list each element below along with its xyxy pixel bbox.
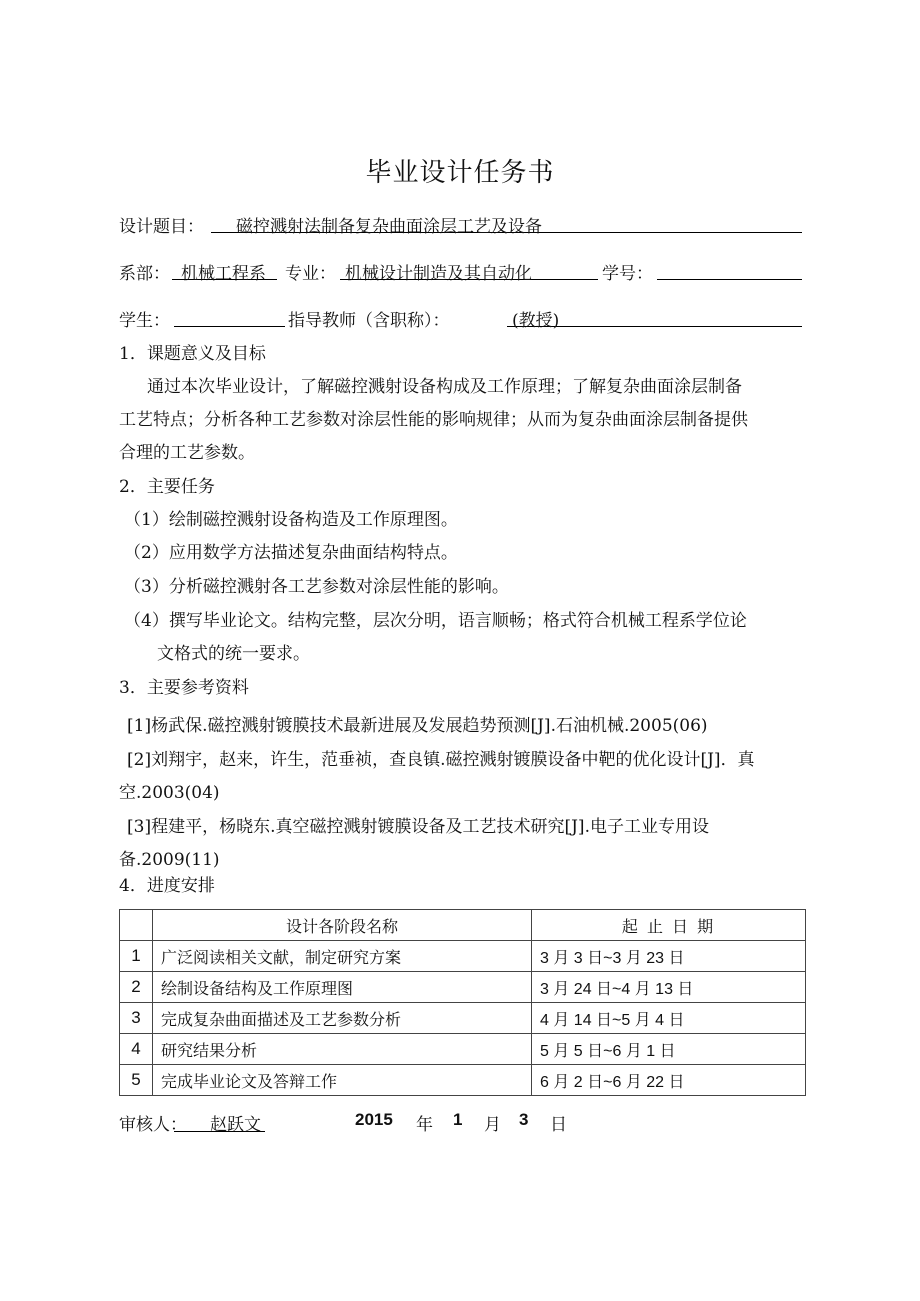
table-header-cell [120,910,153,941]
table-header-cell: 设计各阶段名称 [153,910,532,941]
task-item-4-cont: 文格式的统一要求。 [157,644,310,664]
table-row [120,1003,806,1034]
table-cell: 绘制设备结构及工作原理图 [153,972,532,1003]
table-cell: 5 月 5 日~6 月 1 日 [532,1034,806,1065]
table-cell: 3 月 3 日~3 月 23 日 [532,941,806,972]
major-label: 专业： [285,264,336,284]
sign-year: 2015 [355,1110,393,1129]
major-value: 机械设计制造及其自动化 [345,264,532,284]
table-cell: 1 [120,941,153,972]
table-cell: 4 月 14 日~5 月 4 日 [532,1003,806,1034]
table-cell: 广泛阅读相关文献，制定研究方案 [153,941,532,972]
table-cell: 5 [120,1065,153,1096]
reference-2-cont: 空.2003(04) [119,783,220,803]
table-row [120,972,806,1003]
sign-day-unit: 日 [550,1115,567,1135]
table-row [120,1034,806,1065]
section3-heading: 3．主要参考资料 [119,678,249,698]
reference-3-cont: 备.2009(11) [119,850,220,870]
advisor-value: (教授) [512,311,560,331]
table-row [120,941,806,972]
table-header-row [120,910,806,941]
section1-line-2: 工艺特点；分析各种工艺参数对涂层性能的影响规律；从而为复杂曲面涂层制备提供 [119,410,748,430]
table-cell: 2 [120,972,153,1003]
sign-day: 3 [519,1110,529,1129]
student-label: 学生： [119,311,170,331]
reviewer-name: 赵跃文 [210,1115,261,1135]
reference-2: [2]刘翔宇，赵来，许生，范垂祯，查良镇.磁控溅射镀膜设备中靶的优化设计[J]．真 [127,750,755,770]
reviewer-label: 审核人： [119,1115,187,1135]
task-item-2: （2）应用数学方法描述复杂曲面结构特点。 [124,543,458,563]
task-item-4: （4）撰写毕业论文。结构完整，层次分明，语言顺畅；格式符合机械工程系学位论 [124,611,747,631]
section1-line-1: 通过本次毕业设计，了解磁控溅射设备构成及工作原理；了解复杂曲面涂层制备 [147,377,742,397]
sign-month-unit: 月 [484,1115,501,1135]
section4-heading: 4．进度安排 [119,876,215,896]
sign-month: 1 [453,1110,463,1129]
student-id-label: 学号： [602,264,653,284]
table-row [120,1065,806,1096]
table-cell: 3 月 24 日~4 月 13 日 [532,972,806,1003]
reference-1: [1]杨武保.磁控溅射镀膜技术最新进展及发展趋势预测[J].石油机械.2005(06) [127,716,708,736]
dept-label: 系部： [119,264,170,284]
sign-year-unit: 年 [416,1115,433,1135]
table-header-cell: 起 止 日 期 [532,910,806,941]
section2-heading: 2．主要任务 [119,477,215,497]
section1-line-3: 合理的工艺参数。 [119,443,255,463]
reference-3: [3]程建平，杨晓东.真空磁控溅射镀膜设备及工艺技术研究[J].电子工业专用设 [127,817,709,837]
schedule-table [119,909,806,1096]
page-title: 毕业设计任务书 [365,158,555,188]
table-cell: 3 [120,1003,153,1034]
student-underline [174,326,285,327]
topic-value: 磁控溅射法制备复杂曲面涂层工艺及设备 [236,217,542,237]
table-cell: 6 月 2 日~6 月 22 日 [532,1065,806,1096]
table-cell: 完成毕业论文及答辩工作 [153,1065,532,1096]
task-item-3: （3）分析磁控溅射各工艺参数对涂层性能的影响。 [124,577,509,597]
advisor-label: 指导教师（含职称）： [288,311,450,331]
table-cell: 完成复杂曲面描述及工艺参数分析 [153,1003,532,1034]
dept-value: 机械工程系 [181,264,266,284]
section1-heading: 1．课题意义及目标 [119,344,266,364]
task-item-1: （1）绘制磁控溅射设备构造及工作原理图。 [124,510,458,530]
student-id-underline [657,279,802,280]
table-cell: 研究结果分析 [153,1034,532,1065]
table-cell: 4 [120,1034,153,1065]
topic-label: 设计题目： [119,217,204,237]
